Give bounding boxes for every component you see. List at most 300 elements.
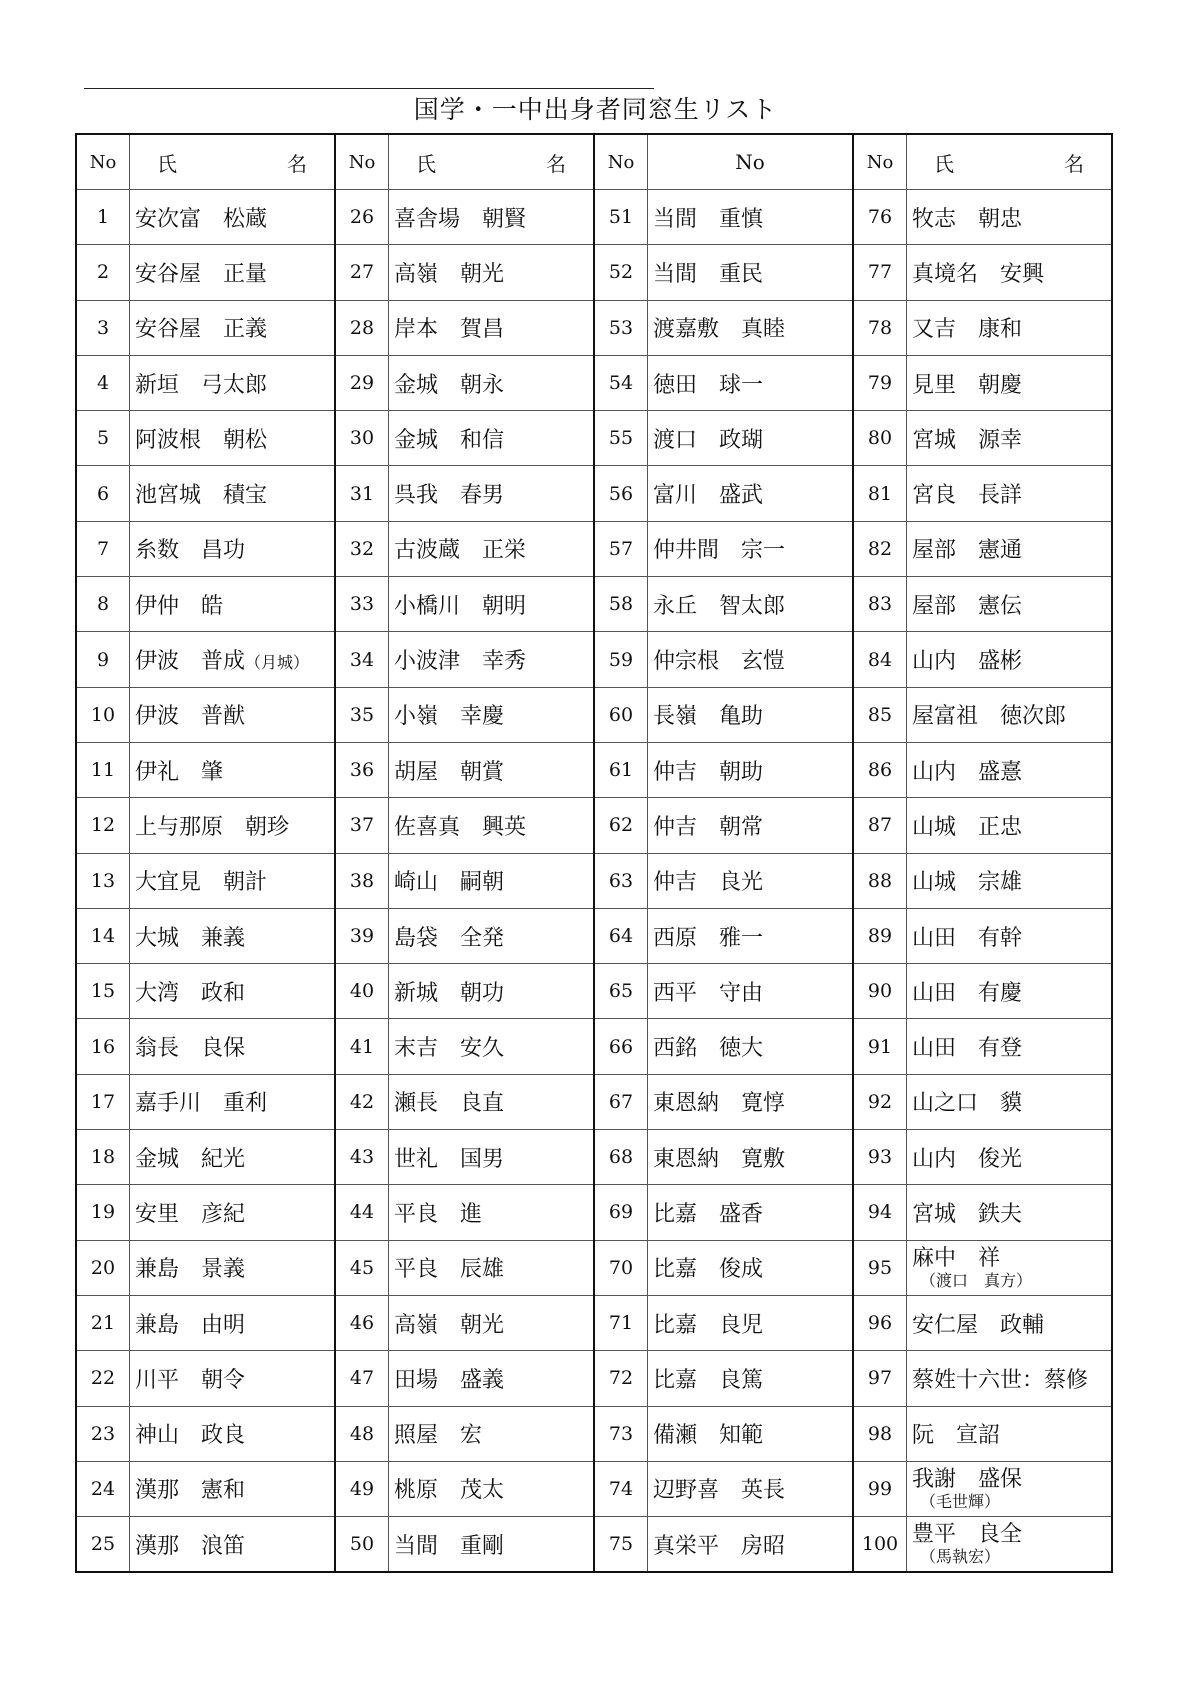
entry-number: 93: [853, 1130, 907, 1185]
entry-name: 小波津 幸秀: [394, 649, 527, 675]
entry-name-cell: [648, 300, 854, 355]
entry-number: 72: [594, 1351, 648, 1406]
entry-name: 麻中 祥: [912, 1245, 1001, 1271]
header-name-3: [648, 134, 854, 190]
table-row: [76, 964, 1112, 1019]
entry-name-cell: [907, 1351, 1113, 1406]
entry-name: 新垣 弓太郎: [135, 372, 268, 398]
entry-name: 世礼 国男: [394, 1146, 505, 1172]
entry-name: 阮 宣詔: [912, 1423, 1001, 1449]
entry-number: 31: [335, 466, 389, 521]
entry-number: 65: [594, 964, 648, 1019]
entry-name: 山城 宗雄: [912, 870, 1023, 896]
entry-number: 36: [335, 742, 389, 797]
entry-name: 山内 盛憙: [912, 759, 1023, 785]
entry-name-cell: [648, 1295, 854, 1350]
table-row: [76, 908, 1112, 963]
entry-name-cell: [130, 521, 336, 576]
table-row: [76, 632, 1112, 687]
entry-name-cell: [648, 1517, 854, 1573]
entry-number: 13: [76, 853, 130, 908]
entry-number: 42: [335, 1074, 389, 1129]
entry-name: 崎山 嗣朝: [394, 870, 505, 896]
entry-name-cell: [389, 466, 595, 521]
entry-name: 西原 雅一: [653, 925, 764, 951]
entry-name: 辺野喜 英長: [653, 1478, 786, 1504]
entry-name: 照屋 宏: [394, 1423, 483, 1449]
entry-name-cell: [130, 1406, 336, 1461]
entry-number: 81: [853, 466, 907, 521]
entry-name-cell: [130, 632, 336, 687]
entry-number: 34: [335, 632, 389, 687]
entry-name: 呉我 春男: [394, 483, 505, 509]
table-row: [76, 190, 1112, 245]
table-row: [76, 411, 1112, 466]
entry-number: 23: [76, 1406, 130, 1461]
entry-number: 47: [335, 1351, 389, 1406]
table-row: [76, 1461, 1112, 1516]
entry-name: 当間 重慎: [653, 206, 764, 232]
entry-name-cell: [389, 742, 595, 797]
entry-name-cell: [648, 521, 854, 576]
entry-name-cell: [389, 632, 595, 687]
entry-name: 宮城 源幸: [912, 427, 1023, 453]
entry-name-cell: [130, 1074, 336, 1129]
table-row: [76, 466, 1112, 521]
entry-name: 仲宗根 玄愷: [653, 649, 786, 675]
entry-number: 28: [335, 300, 389, 355]
table-row: [76, 355, 1112, 410]
entry-name-cell: [130, 355, 336, 410]
entry-name: 当間 重民: [653, 261, 764, 287]
alumni-table-wrapper: [75, 133, 1113, 1573]
entry-number: 96: [853, 1295, 907, 1350]
entry-name-cell: [648, 577, 854, 632]
entry-name: 大宜見 朝計: [135, 870, 268, 896]
entry-name-cell: [130, 1130, 336, 1185]
entry-name: 漢那 浪笛: [135, 1533, 246, 1559]
entry-name: 安谷屋 正義: [135, 317, 268, 343]
entry-name: 安仁屋 政輔: [912, 1312, 1045, 1338]
entry-number: 92: [853, 1074, 907, 1129]
entry-name-cell: [648, 1351, 854, 1406]
entry-number: 57: [594, 521, 648, 576]
entry-name: 桃原 茂太: [394, 1478, 505, 1504]
entry-name-cell: [907, 742, 1113, 797]
header-no-1: No: [76, 134, 130, 190]
entry-name: 比嘉 盛香: [653, 1201, 764, 1227]
entry-name-cell: [907, 1130, 1113, 1185]
entry-name-cell: [130, 687, 336, 742]
entry-number: 61: [594, 742, 648, 797]
entry-name: 見里 朝慶: [912, 372, 1023, 398]
entry-name-cell: [130, 1461, 336, 1516]
entry-name: 仲吉 朝助: [653, 759, 764, 785]
entry-name-cell: [130, 1240, 336, 1295]
entry-number: 55: [594, 411, 648, 466]
entry-name: 池宮城 積宝: [135, 483, 268, 509]
entry-name: 上与那原 朝珍: [135, 814, 290, 840]
entry-name-cell: [907, 632, 1113, 687]
entry-name: 仲井間 宗一: [653, 538, 786, 564]
entry-name-cell: [130, 908, 336, 963]
entry-name-cell: [907, 1185, 1113, 1240]
table-row: [76, 577, 1112, 632]
entry-name-cell: [130, 1517, 336, 1573]
table-row: [76, 687, 1112, 742]
entry-number: 14: [76, 908, 130, 963]
entry-name-cell: [389, 355, 595, 410]
entry-name: 我謝 盛保: [912, 1466, 1023, 1492]
entry-name-cell: [389, 577, 595, 632]
table-row: [76, 1074, 1112, 1129]
entry-number: 67: [594, 1074, 648, 1129]
table-row: [76, 1019, 1112, 1074]
entry-name: 嘉手川 重利: [135, 1091, 268, 1117]
entry-name-cell: [389, 964, 595, 1019]
entry-name-cell: [907, 521, 1113, 576]
entry-name-cell: [389, 521, 595, 576]
entry-number: 82: [853, 521, 907, 576]
entry-number: 58: [594, 577, 648, 632]
entry-name-note: （月城）: [245, 653, 310, 673]
entry-name: 又吉 康和: [912, 317, 1023, 343]
entry-number: 33: [335, 577, 389, 632]
entry-name: 大湾 政和: [135, 980, 246, 1006]
entry-name-cell: [907, 798, 1113, 853]
entry-name-cell: [389, 1019, 595, 1074]
entry-name-cell: [130, 245, 336, 300]
entry-name-cell: [130, 1351, 336, 1406]
entry-name: 比嘉 良児: [653, 1312, 764, 1338]
entry-number: 12: [76, 798, 130, 853]
entry-number: 63: [594, 853, 648, 908]
entry-number: 77: [853, 245, 907, 300]
entry-name-cell: [389, 1461, 595, 1516]
entry-number: 91: [853, 1019, 907, 1074]
header-name-label: No: [735, 150, 765, 174]
table-row: [76, 245, 1112, 300]
table-header-row: [76, 134, 1112, 190]
entry-name-cell: [389, 1351, 595, 1406]
entry-name: 兼島 景義: [135, 1257, 246, 1283]
entry-name: 糸数 昌功: [135, 538, 246, 564]
entry-name-cell: [907, 1019, 1113, 1074]
entry-name: 平良 進: [394, 1201, 483, 1227]
entry-number: 37: [335, 798, 389, 853]
alumni-table: [75, 133, 1113, 1573]
entry-number: 79: [853, 355, 907, 410]
entry-number: 100: [853, 1517, 907, 1573]
entry-name-cell: [907, 1461, 1113, 1516]
entry-name-cell: [907, 190, 1113, 245]
entry-name: 胡屋 朝賞: [394, 759, 505, 785]
entry-name: 山田 有幹: [912, 925, 1023, 951]
entry-name: 佐喜真 興英: [394, 814, 527, 840]
entry-name: 阿波根 朝松: [135, 427, 268, 453]
entry-number: 51: [594, 190, 648, 245]
entry-number: 29: [335, 355, 389, 410]
table-row: [76, 1295, 1112, 1350]
entry-name-cell: [130, 577, 336, 632]
entry-name: 漢那 憲和: [135, 1478, 246, 1504]
entry-number: 16: [76, 1019, 130, 1074]
entry-number: 84: [853, 632, 907, 687]
table-row: [76, 798, 1112, 853]
entry-number: 75: [594, 1517, 648, 1573]
entry-name: 安次富 松蔵: [135, 206, 268, 232]
entry-number: 7: [76, 521, 130, 576]
table-row: [76, 1240, 1112, 1295]
entry-name-cell: [648, 1185, 854, 1240]
entry-number: 86: [853, 742, 907, 797]
entry-name: 翁長 良保: [135, 1036, 246, 1062]
header-name-label: 氏 名: [934, 151, 1084, 176]
entry-number: 95: [853, 1240, 907, 1295]
entry-number: 70: [594, 1240, 648, 1295]
entry-name: 岸本 賀昌: [394, 317, 505, 343]
entry-number: 60: [594, 687, 648, 742]
entry-name: 仲吉 良光: [653, 870, 764, 896]
entry-name-cell: [130, 742, 336, 797]
entry-name: 安谷屋 正量: [135, 261, 268, 287]
entry-number: 24: [76, 1461, 130, 1516]
entry-number: 1: [76, 190, 130, 245]
table-row: [76, 1185, 1112, 1240]
entry-name-cell: [389, 908, 595, 963]
entry-name-cell: [389, 1295, 595, 1350]
entry-number: 66: [594, 1019, 648, 1074]
entry-name: 兼島 由明: [135, 1312, 246, 1338]
entry-name: 山田 有登: [912, 1036, 1023, 1062]
entry-number: 3: [76, 300, 130, 355]
entry-name: 瀬長 良直: [394, 1091, 505, 1117]
entry-name-cell: [648, 245, 854, 300]
entry-name-cell: [389, 1517, 595, 1573]
entry-name: 屋部 憲通: [912, 538, 1023, 564]
entry-name: 小橋川 朝明: [394, 593, 527, 619]
entry-name: 山之口 貘: [912, 1091, 1023, 1117]
entry-number: 89: [853, 908, 907, 963]
entry-name: 牧志 朝忠: [912, 206, 1023, 232]
entry-name-cell: [648, 466, 854, 521]
entry-number: 22: [76, 1351, 130, 1406]
entry-name: 古波蔵 正栄: [394, 538, 527, 564]
entry-name: 比嘉 良篤: [653, 1367, 764, 1393]
entry-name-cell: [648, 853, 854, 908]
entry-name: 豊平 良全: [912, 1522, 1023, 1548]
entry-name: 屋部 憲伝: [912, 593, 1023, 619]
entry-name-cell: [130, 1295, 336, 1350]
entry-number: 45: [335, 1240, 389, 1295]
entry-name: 東恩納 寛惇: [653, 1091, 786, 1117]
entry-name-cell: [389, 853, 595, 908]
entry-name-cell: [648, 411, 854, 466]
entry-name: 山内 盛彬: [912, 649, 1023, 675]
entry-name: 西銘 徳大: [653, 1036, 764, 1062]
entry-name-alias: （渡口 真方）: [920, 1270, 1033, 1290]
entry-number: 59: [594, 632, 648, 687]
entry-number: 10: [76, 687, 130, 742]
entry-number: 38: [335, 853, 389, 908]
entry-name-cell: [907, 964, 1113, 1019]
entry-number: 41: [335, 1019, 389, 1074]
entry-name-cell: [130, 190, 336, 245]
entry-number: 71: [594, 1295, 648, 1350]
entry-number: 9: [76, 632, 130, 687]
entry-name: 真栄平 房昭: [653, 1533, 786, 1559]
entry-number: 90: [853, 964, 907, 1019]
entry-name-cell: [907, 687, 1113, 742]
entry-name-cell: [130, 300, 336, 355]
table-row: [76, 1517, 1112, 1573]
entry-name-cell: [130, 798, 336, 853]
entry-name-cell: [389, 245, 595, 300]
entry-name-cell: [389, 1130, 595, 1185]
entry-name-cell: [907, 245, 1113, 300]
entry-name-cell: [389, 1185, 595, 1240]
page-title: 国学・一中出身者同窓生リスト: [413, 95, 778, 124]
entry-name: 比嘉 俊成: [653, 1257, 764, 1283]
entry-number: 6: [76, 466, 130, 521]
entry-number: 39: [335, 908, 389, 963]
entry-name-cell: [648, 190, 854, 245]
entry-name-cell: [648, 1240, 854, 1295]
entry-number: 50: [335, 1517, 389, 1573]
entry-name: 末吉 安久: [394, 1036, 505, 1062]
entry-name-cell: [389, 300, 595, 355]
entry-name: 山内 俊光: [912, 1146, 1023, 1172]
entry-name: 金城 朝永: [394, 372, 505, 398]
entry-name-cell: [389, 1074, 595, 1129]
entry-name: 小嶺 幸慶: [394, 704, 505, 730]
entry-name: 西平 守由: [653, 980, 764, 1006]
entry-number: 49: [335, 1461, 389, 1516]
entry-number: 5: [76, 411, 130, 466]
entry-name: 伊仲 皓: [135, 593, 224, 619]
entry-number: 48: [335, 1406, 389, 1461]
entry-number: 46: [335, 1295, 389, 1350]
title-rule: [84, 88, 654, 89]
entry-number: 85: [853, 687, 907, 742]
entry-name: 富川 盛武: [653, 483, 764, 509]
entry-name-cell: [648, 687, 854, 742]
entry-number: 25: [76, 1517, 130, 1573]
header-name-1: [130, 134, 336, 190]
entry-number: 26: [335, 190, 389, 245]
entry-number: 19: [76, 1185, 130, 1240]
entry-name-cell: [907, 577, 1113, 632]
entry-number: 97: [853, 1351, 907, 1406]
entry-name-cell: [648, 1406, 854, 1461]
entry-name-cell: [130, 964, 336, 1019]
entry-number: 21: [76, 1295, 130, 1350]
entry-name: 伊波 普猷: [135, 704, 246, 730]
entry-name-cell: [648, 355, 854, 410]
table-row: [76, 1130, 1112, 1185]
table-row: [76, 1406, 1112, 1461]
entry-name: 大城 兼義: [135, 925, 246, 951]
table-body: [76, 190, 1112, 1573]
header-no-2: No: [335, 134, 389, 190]
header-name-label: 氏 名: [416, 151, 566, 176]
entry-number: 53: [594, 300, 648, 355]
entry-number: 2: [76, 245, 130, 300]
entry-number: 76: [853, 190, 907, 245]
entry-number: 64: [594, 908, 648, 963]
entry-name: 東恩納 寛敷: [653, 1146, 786, 1172]
entry-name: 真境名 安興: [912, 261, 1045, 287]
entry-number: 17: [76, 1074, 130, 1129]
entry-name: 長嶺 亀助: [653, 704, 764, 730]
entry-name: 伊礼 肇: [135, 759, 224, 785]
entry-number: 4: [76, 355, 130, 410]
entry-name: 金城 和信: [394, 427, 505, 453]
table-row: [76, 521, 1112, 576]
entry-name-cell: [389, 411, 595, 466]
entry-name: 金城 紀光: [135, 1146, 246, 1172]
entry-name-cell: [648, 798, 854, 853]
table-row: [76, 742, 1112, 797]
entry-name-cell: [389, 1406, 595, 1461]
entry-name: 永丘 智太郎: [653, 593, 786, 619]
entry-name-cell: [648, 908, 854, 963]
entry-number: 78: [853, 300, 907, 355]
entry-name: 仲吉 朝常: [653, 814, 764, 840]
entry-number: 11: [76, 742, 130, 797]
entry-name: 備瀬 知範: [653, 1423, 764, 1449]
entry-name: 高嶺 朝光: [394, 261, 505, 287]
table-row: [76, 300, 1112, 355]
table-row: [76, 853, 1112, 908]
entry-number: 69: [594, 1185, 648, 1240]
entry-name: 高嶺 朝光: [394, 1312, 505, 1338]
entry-number: 40: [335, 964, 389, 1019]
entry-name: 渡口 政瑚: [653, 427, 764, 453]
entry-name-cell: [648, 1130, 854, 1185]
header-name-4: [907, 134, 1113, 190]
entry-number: 15: [76, 964, 130, 1019]
entry-name: 平良 辰雄: [394, 1257, 505, 1283]
entry-name-cell: [130, 1185, 336, 1240]
entry-name-cell: [907, 1074, 1113, 1129]
entry-name: 山城 正忠: [912, 814, 1023, 840]
entry-name-cell: [389, 190, 595, 245]
entry-name-cell: [907, 411, 1113, 466]
entry-number: 99: [853, 1461, 907, 1516]
entry-name-cell: [389, 798, 595, 853]
entry-name-cell: [907, 853, 1113, 908]
table-row: [76, 1351, 1112, 1406]
entry-name: 神山 政良: [135, 1423, 246, 1449]
entry-name-cell: [130, 411, 336, 466]
entry-number: 68: [594, 1130, 648, 1185]
entry-name-cell: [907, 1406, 1113, 1461]
entry-number: 87: [853, 798, 907, 853]
entry-number: 20: [76, 1240, 130, 1295]
header-no-4: No: [853, 134, 907, 190]
entry-number: 54: [594, 355, 648, 410]
entry-number: 52: [594, 245, 648, 300]
entry-name-cell: [648, 742, 854, 797]
entry-number: 30: [335, 411, 389, 466]
entry-name: 山田 有慶: [912, 980, 1023, 1006]
entry-name: 川平 朝令: [135, 1367, 246, 1393]
entry-number: 98: [853, 1406, 907, 1461]
entry-name-cell: [907, 300, 1113, 355]
entry-name-cell: [907, 466, 1113, 521]
entry-number: 43: [335, 1130, 389, 1185]
